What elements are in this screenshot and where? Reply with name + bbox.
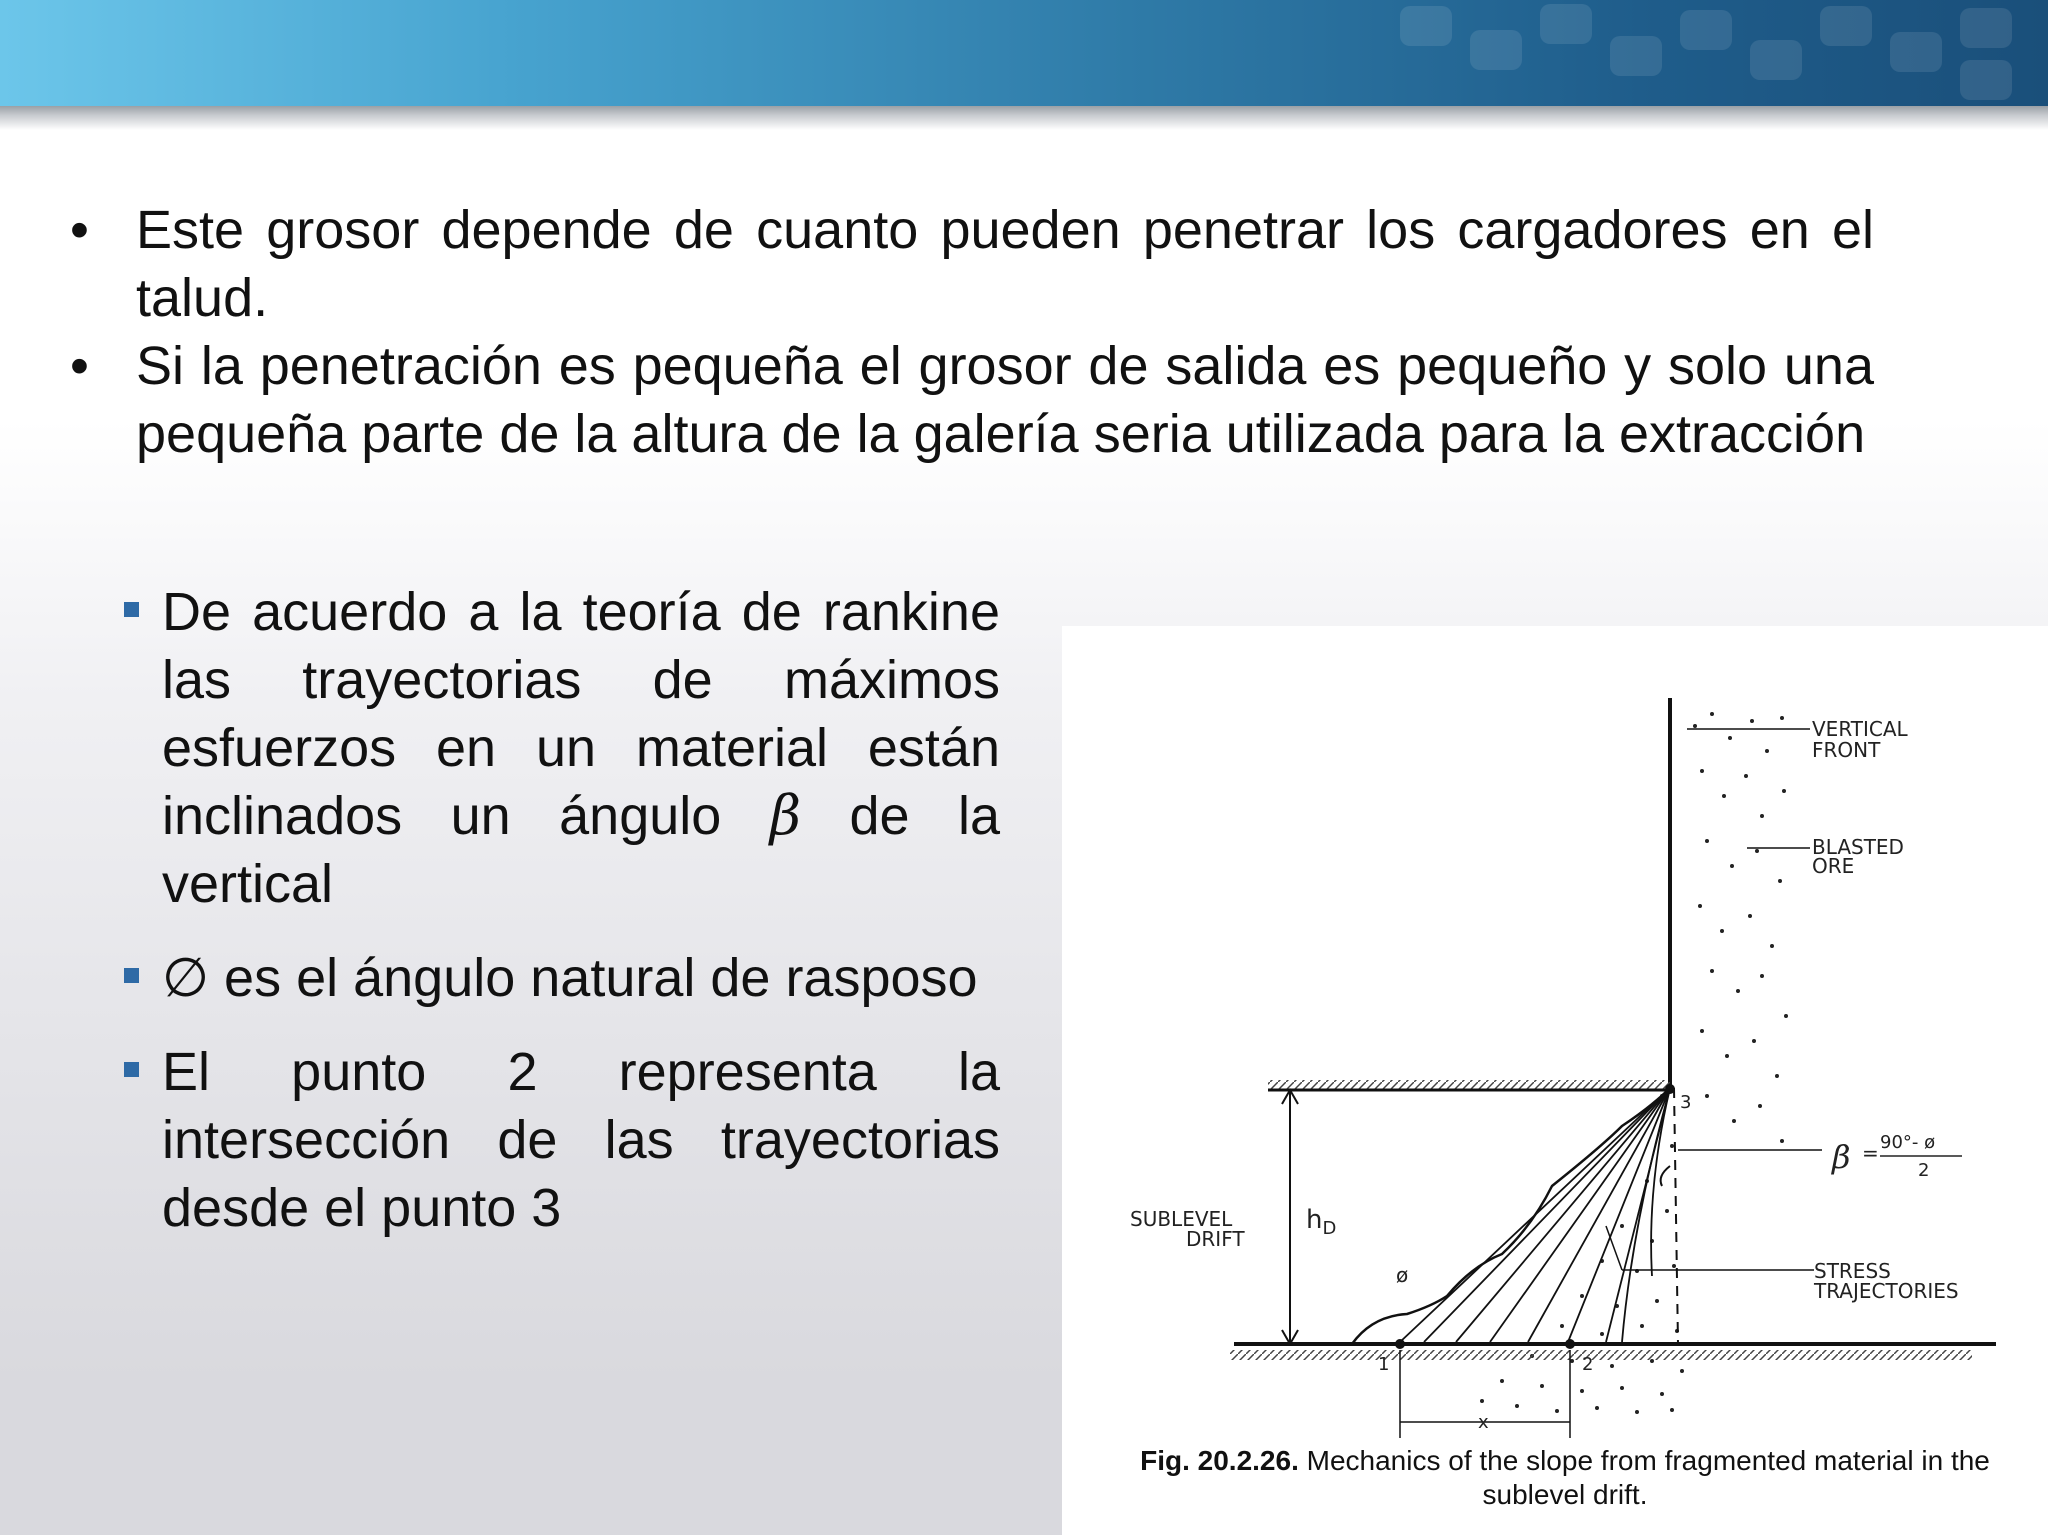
blasted-ore-label: BLASTED [1812,835,1904,859]
beta-numerator: 90°- ø [1880,1132,1936,1153]
header-decoration [1610,36,1662,76]
slope-surface [1352,1088,1670,1344]
header-decoration [1960,8,2012,48]
x-label: x [1478,1412,1489,1433]
sub-bullet-list [120,578,1000,1268]
caption-text: Mechanics of the slope from fragmented material in the sublevel drift. [1298,1445,1990,1510]
slope-mechanics-diagram [1062,626,2048,1535]
header-decoration [1540,4,1592,44]
square-bullet-icon [124,602,139,617]
sub-bullet-text: El punto 2 representa la intersección de las trayectorias desde el punto 3 [162,1042,1000,1238]
bullet-item [64,332,1874,468]
blasted-ore-dots [1480,712,1788,1414]
sub-bullet-text: ∅ es el ángulo natural de rasposo [162,948,978,1008]
bullet-dot: • [70,336,89,396]
bullet-dot: • [70,200,89,260]
header-decoration [1680,10,1732,50]
point-1-marker [1395,1339,1405,1349]
point-2-label: 2 [1582,1354,1594,1375]
caption-figure-number: Fig. 20.2.26. [1140,1445,1299,1476]
bullet-item [64,196,1874,332]
figure-panel [1062,626,2048,1535]
stress-trajectories-label: TRAJECTORIES [1814,1279,1959,1303]
sublevel-drift-label: SUBLEVEL [1130,1207,1233,1231]
main-bullet-list [64,196,1874,468]
stress-leader [1606,1226,1622,1270]
figure-labels [1130,717,1962,1433]
beta-arc [1661,1166,1670,1186]
phi-label: ø [1396,1263,1409,1287]
blasted-ore-label: ORE [1812,854,1855,878]
floor-hatch [1230,1350,1972,1360]
beta-denominator: 2 [1918,1160,1930,1181]
figure-caption [1120,1444,2010,1512]
point-3-label: 3 [1680,1092,1692,1113]
dashed-boundary [1674,1088,1678,1344]
sub-bullet-item [120,944,1000,1012]
point-2-marker [1565,1339,1575,1349]
point-1-label: 1 [1378,1354,1390,1375]
hd-label: $h_D$ [1306,1205,1337,1239]
vertical-front-label: FRONT [1812,738,1881,762]
header-shadow [0,106,2048,130]
bullet-text: Este grosor depende de cuanto pueden penetrar los cargadores en el talud. [136,200,1874,328]
sub-bullet-item [120,578,1000,918]
header-decoration [1960,60,2012,100]
stress-trajectory-lines [1400,1088,1670,1342]
beta-symbol: β [769,784,801,847]
sub-bullet-text: De acuerdo a la teoría de rankine las trayectorias de máximos esfuerzos en un material están inclinados un ángulo [162,582,1000,846]
header-decoration [1890,32,1942,72]
header-band [0,0,2048,106]
sub-bullet-text: de la vertical [162,786,1000,914]
sublevel-drift-label: DRIFT [1186,1227,1245,1251]
header-decoration [1400,6,1452,46]
point-3-marker [1665,1084,1675,1094]
bullet-text: Si la penetración es pequeña el grosor de salida es pequeño y solo una pequeña parte de la altura de la galería seria utilizada para la extracción [136,336,1874,464]
vertical-front-label: VERTICAL [1812,717,1908,741]
beta-label: β [1832,1138,1851,1176]
header-decoration [1470,30,1522,70]
square-bullet-icon [124,968,139,983]
stress-trajectories-label: STRESS [1814,1259,1891,1283]
beta-equals: = [1862,1141,1879,1165]
square-bullet-icon [124,1062,139,1077]
header-decoration [1750,40,1802,80]
sub-bullet-item [120,1038,1000,1242]
header-decoration [1820,6,1872,46]
